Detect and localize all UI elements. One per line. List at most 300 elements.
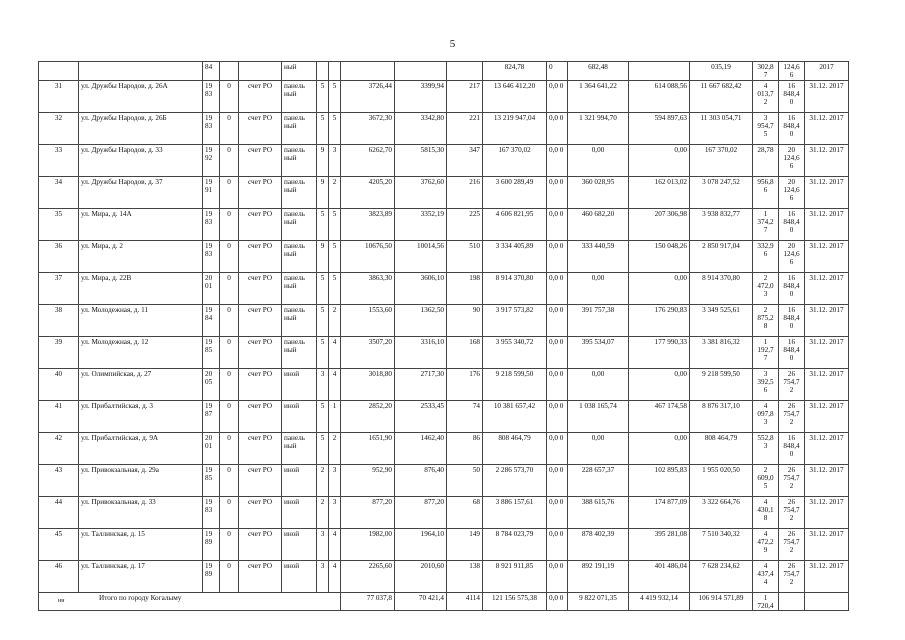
table-row [39, 112, 849, 144]
cell-residents: 149 [447, 528, 483, 560]
cell-owners-share: 1 364 641,22 [568, 80, 629, 112]
cell-owners-share: 0,00 [568, 144, 629, 176]
cell-address: ул. Мира, д. 22В [79, 272, 203, 304]
cell-fund-share: 0,0 0 [547, 112, 568, 144]
cell-living-area: 3342,80 [395, 112, 447, 144]
cell-other-share: 177 990,33 [629, 336, 690, 368]
cell-unit-cost: 956,8 6 [753, 176, 779, 208]
cell-other-share: 0,00 [629, 432, 690, 464]
cell-fund-method: счет РО [239, 496, 282, 528]
cell-row-number: 38 [39, 304, 79, 336]
cell-fund-method: счет РО [239, 400, 282, 432]
cell-total-cost: 824,78 [483, 62, 547, 81]
cell-budget-share: 3 938 832,77 [690, 208, 753, 240]
cell-owners-share: 892 191,19 [568, 560, 629, 592]
cell-unit-cost: 4 437,4 4 [753, 560, 779, 592]
cell-other-share: 401 486,04 [629, 560, 690, 592]
cell-floors: 2 [317, 496, 329, 528]
cell-row-number: 31 [39, 80, 79, 112]
cell-decommissioning-year: 0 [220, 336, 239, 368]
cell-decommissioning-year: 0 [220, 464, 239, 496]
cell-limit-cost [779, 592, 805, 611]
cell-living-area: 1362,50 [395, 304, 447, 336]
cell-limit-cost: 26 754,7 2 [779, 464, 805, 496]
cell-limit-cost: 20 124,6 6 [779, 176, 805, 208]
cell-unit-cost: 3 392,5 6 [753, 368, 779, 400]
table-row [39, 80, 849, 112]
cell-limit-cost: 16 848,4 0 [779, 208, 805, 240]
cell-unit-cost: 2 609,0 5 [753, 464, 779, 496]
cell-owners-share: 333 440,59 [568, 240, 629, 272]
cell-entrances: 2 [329, 176, 341, 208]
cell-residents: 90 [447, 304, 483, 336]
cell-address [79, 62, 203, 81]
cell-wall-material: иной [282, 528, 317, 560]
cell-residents: 217 [447, 80, 483, 112]
cell-total-cost: 13 219 947,04 [483, 112, 547, 144]
table-row [39, 176, 849, 208]
cell-unit-cost: 4 097,8 3 [753, 400, 779, 432]
cell-decommissioning-year: 0 [220, 144, 239, 176]
cell-total-area [341, 62, 395, 81]
cell-fund-method: счет РО [239, 112, 282, 144]
cell-commissioning-year: 19 89 [203, 560, 220, 592]
cell-decommissioning-year: 0 [220, 400, 239, 432]
cell-row-number [39, 62, 79, 81]
cell-row-number: 35 [39, 208, 79, 240]
cell-total-label: Итого по городу Когалыму [39, 592, 341, 611]
cell-total-area: 3863,30 [341, 272, 395, 304]
cell-wall-material: иной [282, 496, 317, 528]
table-row [39, 464, 849, 496]
cell-entrances: 5 [329, 240, 341, 272]
cell-deadline [805, 592, 849, 611]
cell-commissioning-year: 19 91 [203, 176, 220, 208]
cell-total-cost: 808 464,79 [483, 432, 547, 464]
cell-total-area: 4205,20 [341, 176, 395, 208]
cell-total-area: 2265,60 [341, 560, 395, 592]
cell-fund-share: 0,0 0 [547, 176, 568, 208]
cell-decommissioning-year: 0 [220, 560, 239, 592]
cell-floors: 3 [317, 368, 329, 400]
cell-address: ул. Дружбы Народов, д. 37 [79, 176, 203, 208]
cell-deadline: 31.12. 2017 [805, 368, 849, 400]
cell-deadline: 31.12. 2017 [805, 176, 849, 208]
cell-entrances: 3 [329, 144, 341, 176]
cell-wall-material: панель ный [282, 272, 317, 304]
cell-total-area: 3018,80 [341, 368, 395, 400]
cell-deadline: 31.12. 2017 [805, 464, 849, 496]
cell-owners-share: 460 682,20 [568, 208, 629, 240]
cell-total-area: 1982,00 [341, 528, 395, 560]
cell-entrances: 3 [329, 496, 341, 528]
cell-budget-share: 167 370,02 [690, 144, 753, 176]
cell-wall-material: иной [282, 400, 317, 432]
cell-owners-share: 682,48 [568, 62, 629, 81]
cell-unit-cost: 302,8 7 [753, 62, 779, 81]
cell-deadline: 31.12. 2017 [805, 208, 849, 240]
cell-decommissioning-year: 0 [220, 528, 239, 560]
cell-fund-method: счет РО [239, 208, 282, 240]
cell-residents: 86 [447, 432, 483, 464]
cell-fund-method: счет РО [239, 464, 282, 496]
cell-entrances: 5 [329, 80, 341, 112]
cell-living-area: 2717,30 [395, 368, 447, 400]
cell-total-area: 10676,50 [341, 240, 395, 272]
cell-total-cost: 3 600 289,49 [483, 176, 547, 208]
cell-deadline: 2017 [805, 62, 849, 81]
cell-fund-method: счет РО [239, 560, 282, 592]
cell-address: ул. Дружбы Народов, д. 33 [79, 144, 203, 176]
cell-living-area: 2010,60 [395, 560, 447, 592]
cell-budget-share: 808 464,79 [690, 432, 753, 464]
cell-budget-share: 2 850 917,04 [690, 240, 753, 272]
cell-wall-material: иной [282, 560, 317, 592]
table-row [39, 400, 849, 432]
cell-row-number: 45 [39, 528, 79, 560]
cell-total-cost: 8 784 023,79 [483, 528, 547, 560]
cell-deadline: 31.12. 2017 [805, 400, 849, 432]
cell-address: ул. Молодежная, д. 12 [79, 336, 203, 368]
cell-deadline: 31.12. 2017 [805, 240, 849, 272]
cell-decommissioning-year: 0 [220, 496, 239, 528]
cell-other-share: 207 306,98 [629, 208, 690, 240]
cell-total-cost: 3 334 405,89 [483, 240, 547, 272]
cell-living-area: 5815,30 [395, 144, 447, 176]
cell-total-cost: 3 955 340,72 [483, 336, 547, 368]
cell-total-cost: 13 646 412,20 [483, 80, 547, 112]
cell-entrances: 2 [329, 304, 341, 336]
cell-commissioning-year: 19 89 [203, 528, 220, 560]
cell-other-share: 0,00 [629, 144, 690, 176]
cell-row-number: 42 [39, 432, 79, 464]
cell-total-cost: 121 156 575,38 [483, 592, 547, 611]
cell-wall-material: иной [282, 464, 317, 496]
cell-deadline: 31.12. 2017 [805, 560, 849, 592]
cell-unit-cost: 28,78 [753, 144, 779, 176]
cell-wall-material: панель ный [282, 176, 317, 208]
cell-commissioning-year: 20 01 [203, 272, 220, 304]
cell-address: ул. Таллинская, д. 17 [79, 560, 203, 592]
cell-fund-share: 0,0 0 [547, 560, 568, 592]
cell-fund-share: 0,0 0 [547, 432, 568, 464]
cell-owners-share: 1 038 165,74 [568, 400, 629, 432]
cell-owners-share: 0,00 [568, 432, 629, 464]
cell-unit-cost: 1 192,7 7 [753, 336, 779, 368]
cell-fund-method: счет РО [239, 80, 282, 112]
cell-entrances: 5 [329, 272, 341, 304]
cell-other-share: 0,00 [629, 272, 690, 304]
cell-row-number: 32 [39, 112, 79, 144]
cell-budget-share: 11 303 054,71 [690, 112, 753, 144]
cell-floors: 5 [317, 400, 329, 432]
cell-unit-cost: 2 472,0 3 [753, 272, 779, 304]
cell-limit-cost: 26 754,7 2 [779, 400, 805, 432]
cell-living-area: 3606,10 [395, 272, 447, 304]
cell-wall-material: панель ный [282, 80, 317, 112]
cell-other-share: 150 048,26 [629, 240, 690, 272]
cell-wall-material: панель ный [282, 432, 317, 464]
cell-other-share: 594 897,63 [629, 112, 690, 144]
cell-commissioning-year: 19 83 [203, 496, 220, 528]
cell-residents: 221 [447, 112, 483, 144]
cell-residents: 4114 [447, 592, 483, 611]
cell-budget-share: 9 218 599,50 [690, 368, 753, 400]
cell-total-area: 3672,30 [341, 112, 395, 144]
cell-row-number: 34 [39, 176, 79, 208]
cell-budget-share: 1 955 020,50 [690, 464, 753, 496]
table-row [39, 240, 849, 272]
cell-entrances: 4 [329, 528, 341, 560]
cell-owners-share: 360 028,95 [568, 176, 629, 208]
cell-entrances [329, 62, 341, 81]
cell-living-area: 1462,40 [395, 432, 447, 464]
cell-living-area: 70 421,4 [395, 592, 447, 611]
cell-floors: 3 [317, 560, 329, 592]
cell-total-area: 3726,44 [341, 80, 395, 112]
cell-unit-cost: 1 720,4 [753, 592, 779, 611]
cell-row-number: 43 [39, 464, 79, 496]
cell-limit-cost: 16 848,4 0 [779, 432, 805, 464]
cell-row-number: 40 [39, 368, 79, 400]
cell-residents: 168 [447, 336, 483, 368]
cell-total-area: 3507,20 [341, 336, 395, 368]
cell-living-area: 3352,19 [395, 208, 447, 240]
cell-fund-share: 0 [547, 62, 568, 81]
cell-other-share: 0,00 [629, 368, 690, 400]
table-row [39, 144, 849, 176]
cell-residents: 176 [447, 368, 483, 400]
cell-row-number: 39 [39, 336, 79, 368]
cell-floors: 9 [317, 240, 329, 272]
table-row [39, 432, 849, 464]
cell-unit-cost: 3 954,7 5 [753, 112, 779, 144]
cell-commissioning-year: 19 83 [203, 240, 220, 272]
cell-budget-share: 8 914 370,80 [690, 272, 753, 304]
cell-decommissioning-year: 0 [220, 80, 239, 112]
cell-commissioning-year: 19 83 [203, 112, 220, 144]
cell-total-area: 952,90 [341, 464, 395, 496]
cell-floors: 2 [317, 464, 329, 496]
cell-deadline: 31.12. 2017 [805, 432, 849, 464]
cell-fund-share: 0,0 0 [547, 592, 568, 611]
cell-other-share: 614 088,56 [629, 80, 690, 112]
cell-floors: 5 [317, 208, 329, 240]
cell-limit-cost: 20 124,6 6 [779, 144, 805, 176]
cell-total-area: 3823,89 [341, 208, 395, 240]
cell-other-share: 395 281,08 [629, 528, 690, 560]
cell-budget-share: 3 349 525,61 [690, 304, 753, 336]
cell-row-number: 33 [39, 144, 79, 176]
cell-row-number: 36 [39, 240, 79, 272]
cell-living-area: 3762,60 [395, 176, 447, 208]
cell-budget-share: 7 628 234,62 [690, 560, 753, 592]
cell-floors: 9 [317, 144, 329, 176]
cell-wall-material: панель ный [282, 208, 317, 240]
cell-fund-share: 0,0 0 [547, 496, 568, 528]
cell-entrances: 4 [329, 336, 341, 368]
cell-budget-share: 035,19 [690, 62, 753, 81]
cell-unit-cost: 4 013,7 2 [753, 80, 779, 112]
cell-residents: 347 [447, 144, 483, 176]
cell-limit-cost: 16 848,4 0 [779, 336, 805, 368]
table-row [39, 496, 849, 528]
table-row [39, 560, 849, 592]
cell-owners-share: 391 757,38 [568, 304, 629, 336]
cell-floors: 5 [317, 336, 329, 368]
cell-owners-share: 388 615,76 [568, 496, 629, 528]
cell-limit-cost: 26 754,7 2 [779, 368, 805, 400]
cell-entrances: 4 [329, 560, 341, 592]
cell-owners-share: 1 321 994,70 [568, 112, 629, 144]
cell-deadline: 31.12. 2017 [805, 80, 849, 112]
cell-entrances: 5 [329, 112, 341, 144]
cell-fund-method: счет РО [239, 176, 282, 208]
cell-fund-share: 0,0 0 [547, 240, 568, 272]
cell-address: ул. Привокзальная, д. 29а [79, 464, 203, 496]
cell-address: ул. Олимпийская, д. 27 [79, 368, 203, 400]
cell-commissioning-year: 19 84 [203, 304, 220, 336]
cell-owners-share: 228 657,37 [568, 464, 629, 496]
cell-unit-cost: 4 430,1 8 [753, 496, 779, 528]
cell-owners-share: 395 534,07 [568, 336, 629, 368]
cell-limit-cost: 16 848,4 0 [779, 272, 805, 304]
cell-limit-cost: 20 124,6 6 [779, 240, 805, 272]
cell-floors: 3 [317, 528, 329, 560]
cell-commissioning-year: 19 87 [203, 400, 220, 432]
cell-total-area: 1553,60 [341, 304, 395, 336]
cell-total-area: 1651,90 [341, 432, 395, 464]
cell-unit-cost: 552,8 3 [753, 432, 779, 464]
cell-other-share: 467 174,58 [629, 400, 690, 432]
cell-fund-share: 0,0 0 [547, 368, 568, 400]
cell-wall-material: иной [282, 368, 317, 400]
cell-commissioning-year: 19 83 [203, 80, 220, 112]
cell-limit-cost: 26 754,7 2 [779, 528, 805, 560]
cell-unit-cost: 4 472,2 9 [753, 528, 779, 560]
cell-residents: 198 [447, 272, 483, 304]
cell-entrances: 1 [329, 400, 341, 432]
cell-fund-share: 0,0 0 [547, 144, 568, 176]
cell-limit-cost: 26 754,7 2 [779, 496, 805, 528]
cell-residents: 216 [447, 176, 483, 208]
cell-deadline: 31.12. 2017 [805, 144, 849, 176]
cell-total-area: 2852,20 [341, 400, 395, 432]
cell-commissioning-year: 84 [203, 62, 220, 81]
cell-budget-share: 3 078 247,52 [690, 176, 753, 208]
cell-residents: 225 [447, 208, 483, 240]
cell-living-area [395, 62, 447, 81]
cell-fund-share: 0,0 0 [547, 400, 568, 432]
cell-entrances: 3 [329, 464, 341, 496]
cell-commissioning-year: 19 85 [203, 336, 220, 368]
cell-commissioning-year: 20 05 [203, 368, 220, 400]
cell-address: ул. Прибалтийская, д. 3 [79, 400, 203, 432]
cell-commissioning-year: 19 92 [203, 144, 220, 176]
cell-fund-share: 0,0 0 [547, 336, 568, 368]
cell-wall-material: ный [282, 62, 317, 81]
cell-floors: 5 [317, 80, 329, 112]
cell-fund-method: счет РО [239, 304, 282, 336]
table-row [39, 304, 849, 336]
cell-fund-method: счет РО [239, 336, 282, 368]
cell-floors [317, 62, 329, 81]
cell-wall-material: панель ный [282, 144, 317, 176]
cell-living-area: 3399,94 [395, 80, 447, 112]
cell-owners-share: 878 402,39 [568, 528, 629, 560]
cell-deadline: 31.12. 2017 [805, 496, 849, 528]
table-row [39, 368, 849, 400]
cell-unit-cost: 1 374,2 7 [753, 208, 779, 240]
repair-program-table [38, 61, 849, 611]
cell-commissioning-year: 19 85 [203, 464, 220, 496]
cell-residents [447, 62, 483, 81]
cell-other-share: 162 013,02 [629, 176, 690, 208]
cell-total-cost: 2 286 573,70 [483, 464, 547, 496]
cell-deadline: 31.12. 2017 [805, 336, 849, 368]
cell-living-area: 10014,56 [395, 240, 447, 272]
cell-other-share [629, 62, 690, 81]
table-row [39, 208, 849, 240]
cell-address: ул. Прибалтийская, д. 9А [79, 432, 203, 464]
cell-fund-share: 0,0 0 [547, 464, 568, 496]
cell-fund-method [239, 62, 282, 81]
cell-deadline: 31.12. 2017 [805, 528, 849, 560]
cell-total-cost: 167 370,02 [483, 144, 547, 176]
cell-decommissioning-year [220, 62, 239, 81]
cell-total-area: 77 037,8 [341, 592, 395, 611]
cell-limit-cost: 26 754,7 2 [779, 560, 805, 592]
cell-entrances: 5 [329, 208, 341, 240]
cell-decommissioning-year: 0 [220, 176, 239, 208]
cell-limit-cost: 16 848,4 0 [779, 112, 805, 144]
cell-floors: 9 [317, 176, 329, 208]
cell-total-cost: 3 917 573,82 [483, 304, 547, 336]
cell-floors: 5 [317, 112, 329, 144]
table-row-total [39, 592, 849, 611]
cell-total-cost: 3 886 157,61 [483, 496, 547, 528]
cell-total-cost: 8 921 911,85 [483, 560, 547, 592]
table-row [39, 336, 849, 368]
cell-other-share: 174 877,09 [629, 496, 690, 528]
cell-budget-share: 106 914 571,89 [690, 592, 753, 611]
cell-budget-share: 3 381 816,32 [690, 336, 753, 368]
cell-residents: 74 [447, 400, 483, 432]
cell-commissioning-year: 19 83 [203, 208, 220, 240]
cell-total-cost: 4 606 821,95 [483, 208, 547, 240]
cell-row-number: 44 [39, 496, 79, 528]
cell-fund-method: счет РО [239, 272, 282, 304]
cell-deadline: 31.12. 2017 [805, 304, 849, 336]
cell-living-area: 2533,45 [395, 400, 447, 432]
cell-total-cost: 10 381 657,42 [483, 400, 547, 432]
cell-fund-share: 0,0 0 [547, 80, 568, 112]
cell-fund-method: счет РО [239, 240, 282, 272]
cell-address: ул. Мира, д. 14А [79, 208, 203, 240]
cell-address: ул. Дружбы Народов, д. 26А [79, 80, 203, 112]
cell-total-area: 6262,70 [341, 144, 395, 176]
cell-living-area: 876,40 [395, 464, 447, 496]
cell-fund-method: счет РО [239, 144, 282, 176]
cell-deadline: 31.12. 2017 [805, 272, 849, 304]
cell-total-area: 877,20 [341, 496, 395, 528]
cell-fund-share: 0,0 0 [547, 304, 568, 336]
cell-floors: 5 [317, 272, 329, 304]
cell-unit-cost: 2 875,2 8 [753, 304, 779, 336]
table-row [39, 528, 849, 560]
cell-address: ул. Таллинская, д. 15 [79, 528, 203, 560]
cell-decommissioning-year: 0 [220, 240, 239, 272]
